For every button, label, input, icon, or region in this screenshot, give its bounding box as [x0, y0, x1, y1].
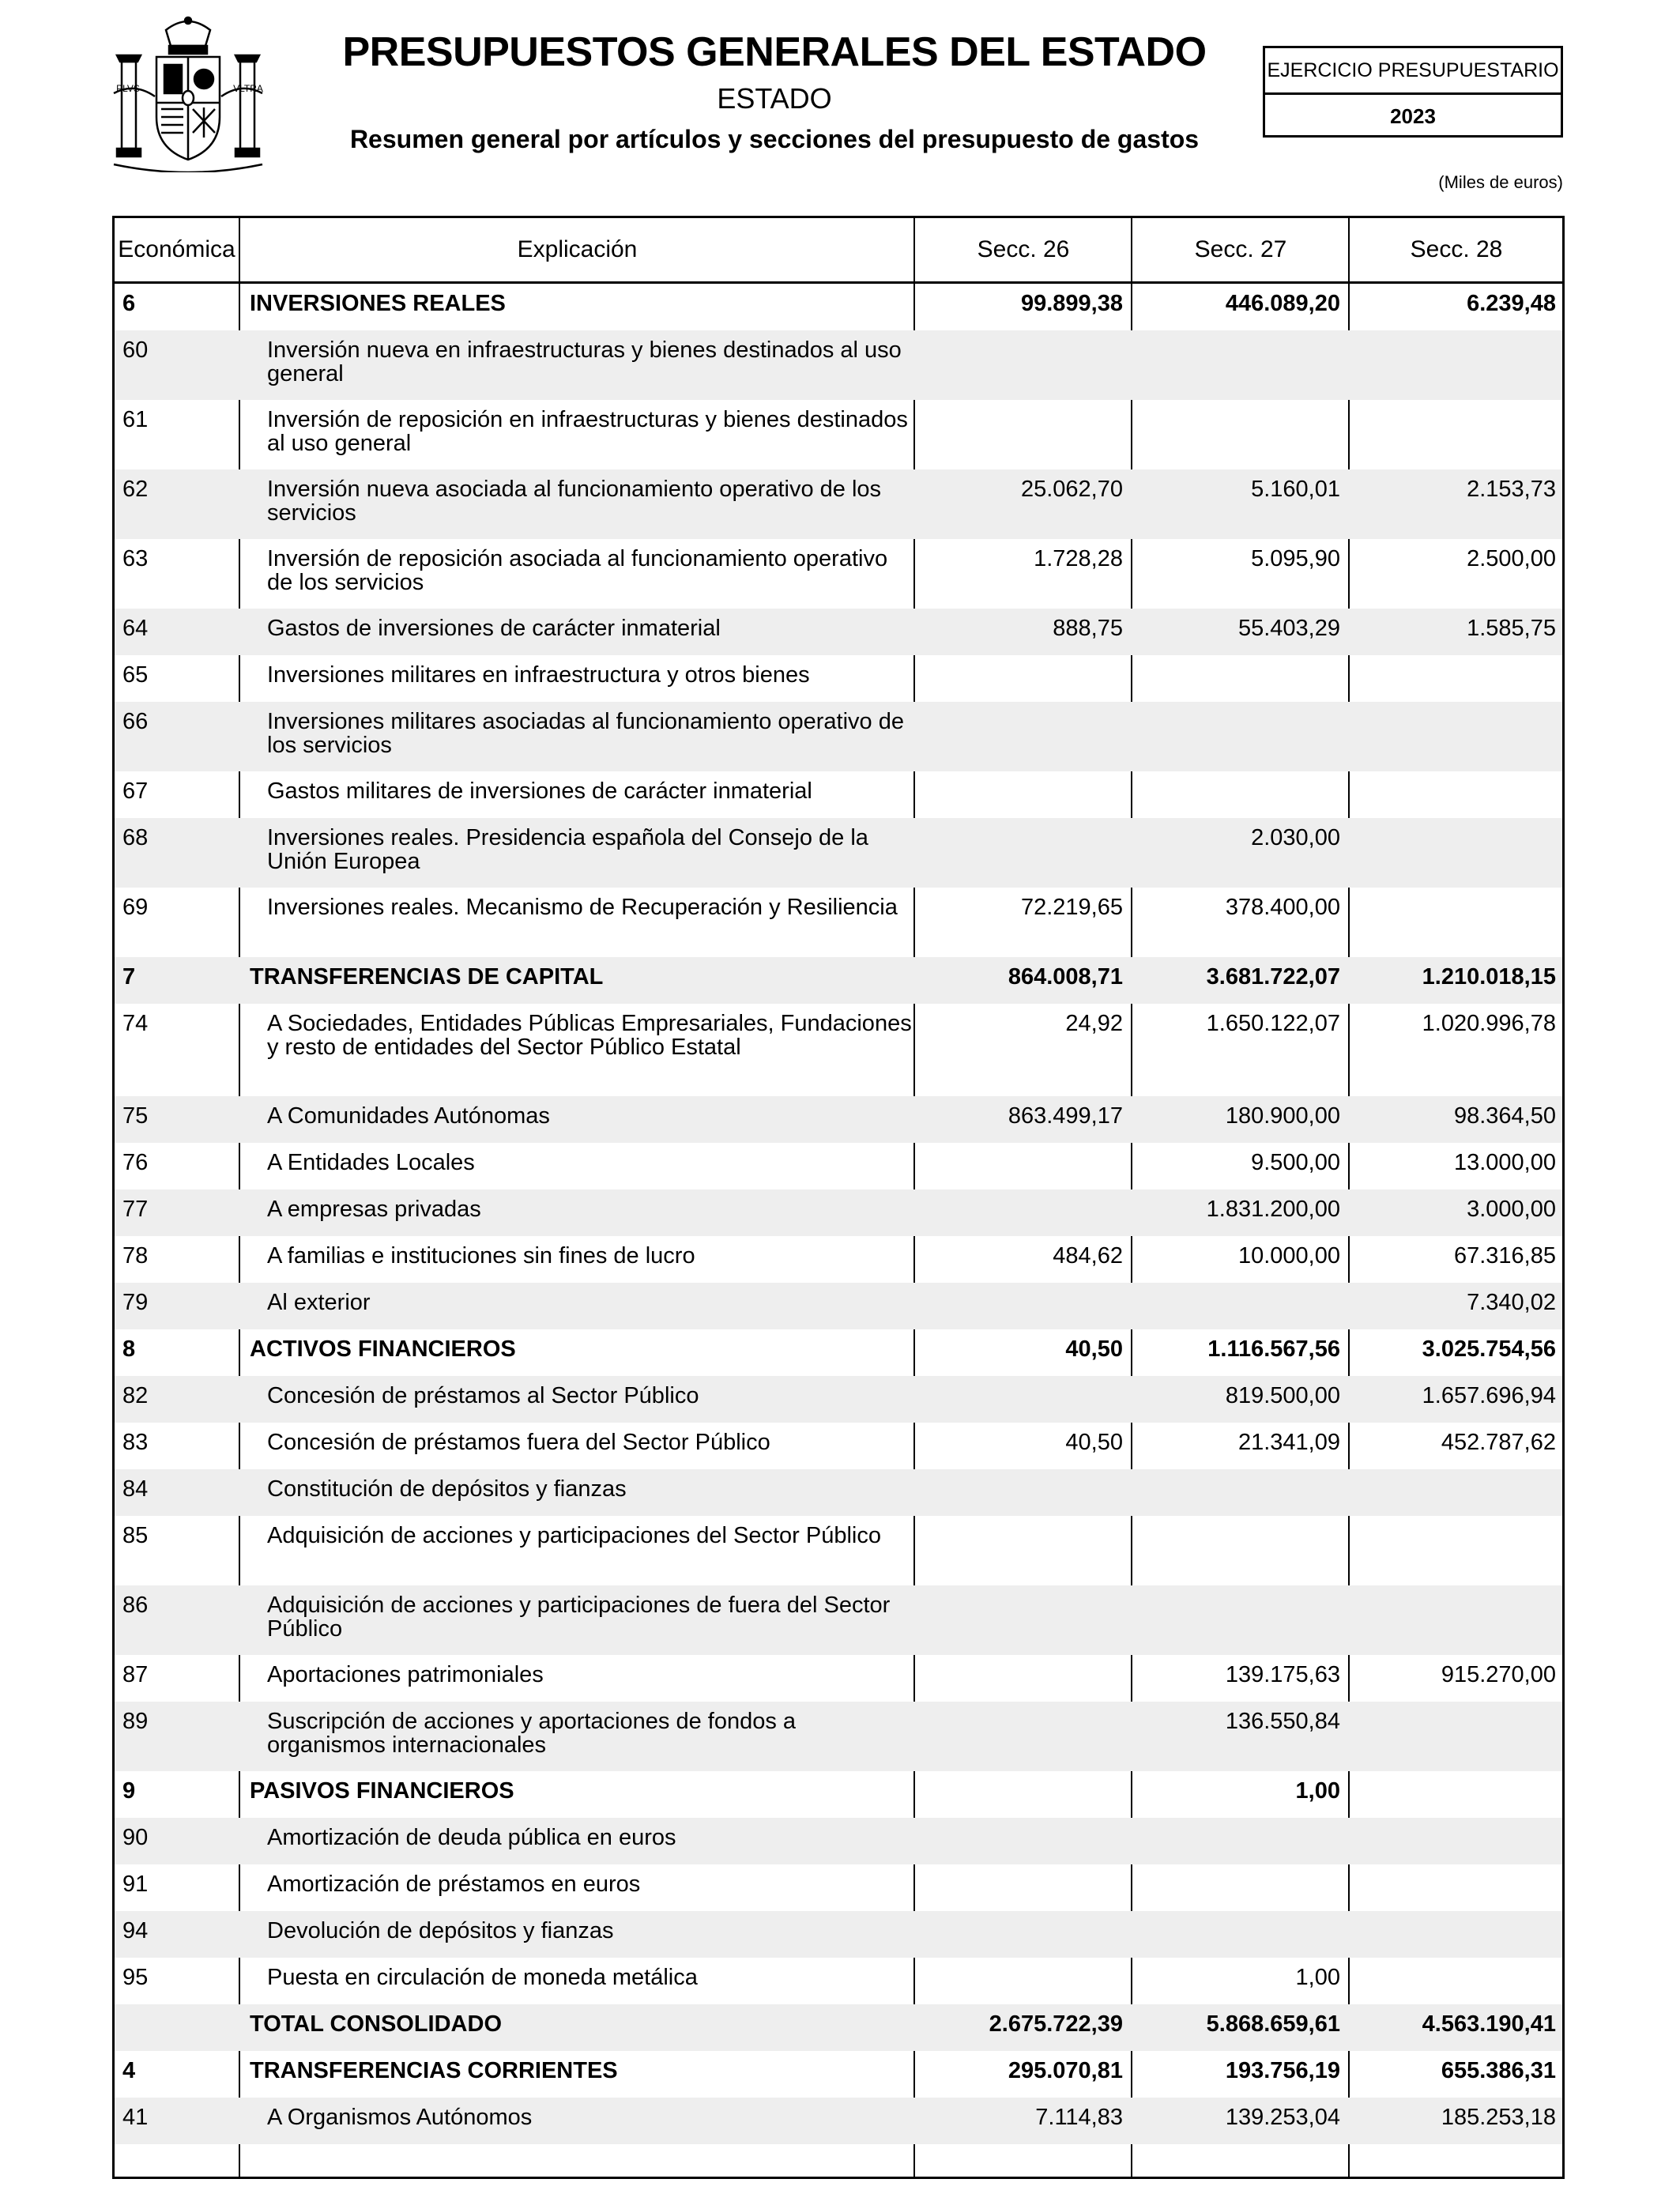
- row-secc-27: 139.253,04: [1225, 2105, 1340, 2130]
- row-description: Inversión de reposición en infraestructuras y bienes destinados al uso general: [267, 407, 908, 456]
- row-description: Gastos militares de inversiones de carácter inmaterial: [267, 778, 812, 804]
- row-secc-26: 72.219,65: [1020, 895, 1123, 920]
- row-description: A Sociedades, Entidades Públicas Empresariales, Fundaciones y resto de entidades del Sector Público Estatal: [267, 1011, 912, 1060]
- row-secc-27: 3.681.722,07: [1206, 964, 1340, 990]
- row-secc-27: 2.030,00: [1251, 825, 1340, 850]
- row-description: A Organismos Autónomos: [267, 2105, 533, 2130]
- row-description: Inversiones reales. Mecanismo de Recuperación y Resiliencia: [267, 895, 898, 920]
- row-code: 60: [122, 337, 149, 363]
- row-description: A empresas privadas: [267, 1197, 481, 1222]
- row-code: 95: [122, 1965, 149, 1990]
- row-description: Adquisición de acciones y participaciones de fuera del Sector Público: [267, 1593, 891, 1642]
- table-chapter-row: [115, 957, 1562, 1004]
- row-description: ACTIVOS FINANCIEROS: [250, 1336, 516, 1362]
- row-description: Puesta en circulación de moneda metálica: [267, 1965, 698, 1990]
- row-secc-27: 819.500,00: [1225, 1383, 1340, 1408]
- row-code: 82: [122, 1383, 149, 1408]
- row-secc-27: 136.550,84: [1225, 1709, 1340, 1734]
- row-description: Suscripción de acciones y aportaciones de fondos a organismos internacionales: [267, 1709, 797, 1758]
- row-secc-27: 9.500,00: [1251, 1150, 1340, 1175]
- units-note: (Miles de euros): [1438, 172, 1563, 192]
- row-secc-27: 21.341,09: [1237, 1430, 1340, 1455]
- row-secc-27: 446.089,20: [1225, 291, 1340, 316]
- row-secc-27: 193.756,19: [1225, 2058, 1340, 2083]
- row-description: A Comunidades Autónomas: [267, 1103, 550, 1129]
- header-explicacion: Explicación: [517, 236, 638, 262]
- row-code: 63: [122, 546, 149, 571]
- row-secc-26: 1.728,28: [1034, 546, 1123, 571]
- row-code: 84: [122, 1476, 149, 1502]
- table-row: [115, 609, 1562, 655]
- table-row: [115, 1702, 1562, 1771]
- table-row: [115, 539, 1562, 609]
- row-secc-26: 7.114,83: [1035, 2105, 1123, 2130]
- row-secc-26: 40,50: [1065, 1336, 1123, 1362]
- row-code: 67: [122, 778, 149, 804]
- row-code: 61: [122, 407, 149, 432]
- row-secc-26: 24,92: [1065, 1011, 1123, 1036]
- table-row: [115, 888, 1562, 957]
- table-row: [115, 400, 1562, 469]
- row-secc-26: 888,75: [1053, 616, 1123, 641]
- table-row: [115, 771, 1562, 818]
- row-description: Devolución de depósitos y fianzas: [267, 1918, 614, 1943]
- row-description: Amortización de deuda pública en euros: [267, 1825, 676, 1850]
- table-row: [115, 1469, 1562, 1516]
- row-code: 75: [122, 1103, 149, 1129]
- row-description: Inversión nueva asociada al funcionamiento operativo de los servicios: [267, 477, 882, 526]
- row-description: Inversiones reales. Presidencia española del Consejo de la Unión Europea: [267, 825, 868, 874]
- row-secc-28: 1.210.018,15: [1422, 964, 1556, 990]
- table-row: [115, 1376, 1562, 1423]
- row-secc-28: 2.500,00: [1467, 546, 1556, 571]
- row-secc-27: 1.116.567,56: [1207, 1336, 1340, 1362]
- row-description: TRANSFERENCIAS CORRIENTES: [250, 2058, 618, 2083]
- row-description: Inversión nueva en infraestructuras y bienes destinados al uso general: [267, 337, 902, 386]
- table-chapter-row: [115, 284, 1562, 330]
- row-secc-27: 139.175,63: [1225, 1662, 1340, 1687]
- row-secc-27: 5.095,90: [1251, 546, 1340, 571]
- row-description: A Entidades Locales: [267, 1150, 475, 1175]
- table-row: [115, 1864, 1562, 1911]
- svg-text:PLVS: PLVS: [116, 83, 140, 94]
- row-code: 78: [122, 1243, 149, 1269]
- row-description: Al exterior: [267, 1290, 371, 1315]
- row-secc-27: 1.650.122,07: [1206, 1011, 1340, 1036]
- row-code: 85: [122, 1523, 149, 1548]
- row-secc-27: 1.831.200,00: [1206, 1197, 1340, 1222]
- page-title: PRESUPUESTOS GENERALES DEL ESTADO: [342, 29, 1207, 75]
- row-code: 74: [122, 1011, 149, 1036]
- row-secc-28: 67.316,85: [1453, 1243, 1556, 1269]
- table-row: [115, 702, 1562, 771]
- row-secc-27: 5.160,01: [1251, 477, 1340, 502]
- row-description: Inversión de reposición asociada al funcionamiento operativo de los servicios: [267, 546, 888, 595]
- row-secc-27: 1,00: [1295, 1778, 1340, 1804]
- row-code: 62: [122, 477, 149, 502]
- table-row: [115, 1585, 1562, 1655]
- coat-of-arms-icon: [111, 14, 266, 172]
- row-code: 69: [122, 895, 149, 920]
- row-description: Concesión de préstamos al Sector Público: [267, 1383, 699, 1408]
- table-chapter-row: [115, 1329, 1562, 1376]
- header-economica: Económica: [118, 236, 235, 262]
- row-secc-28: 1.020.996,78: [1422, 1011, 1556, 1036]
- row-secc-28: 2.153,73: [1467, 477, 1556, 502]
- row-code: 83: [122, 1430, 149, 1455]
- row-description: Aportaciones patrimoniales: [267, 1662, 544, 1687]
- row-secc-26: 864.008,71: [1008, 964, 1123, 990]
- row-secc-28: 3.025.754,56: [1422, 1336, 1556, 1362]
- table-row: [115, 1236, 1562, 1283]
- row-code: 64: [122, 616, 149, 641]
- table-chapter-row: [115, 1771, 1562, 1818]
- table-row: [115, 655, 1562, 702]
- row-code: 89: [122, 1709, 149, 1734]
- table-row: [115, 1189, 1562, 1236]
- table-chapter-row: [115, 2051, 1562, 2098]
- fiscal-year-label: EJERCICIO PRESUPUESTARIO: [1265, 48, 1561, 95]
- row-secc-28: 915.270,00: [1441, 1662, 1556, 1687]
- table-row: [115, 1818, 1562, 1864]
- row-secc-27: 378.400,00: [1225, 895, 1340, 920]
- row-code: 76: [122, 1150, 149, 1175]
- row-secc-27: 55.403,29: [1237, 616, 1340, 641]
- header-secc-28: Secc. 28: [1410, 236, 1503, 262]
- page-subtitle: ESTADO: [717, 82, 832, 115]
- row-code: 7: [122, 964, 136, 990]
- row-secc-28: 7.340,02: [1467, 1290, 1556, 1315]
- row-code: 65: [122, 662, 149, 688]
- table-row: [115, 469, 1562, 539]
- table-row: [115, 1958, 1562, 2004]
- table-row: [115, 330, 1562, 400]
- row-secc-28: 13.000,00: [1453, 1150, 1556, 1175]
- row-description: Gastos de inversiones de carácter inmaterial: [267, 616, 721, 641]
- row-description: A familias e instituciones sin fines de lucro: [267, 1243, 695, 1269]
- row-secc-26: 295.070,81: [1008, 2058, 1123, 2083]
- row-code: 94: [122, 1918, 149, 1943]
- row-code: 86: [122, 1593, 149, 1618]
- row-secc-27: 10.000,00: [1237, 1243, 1340, 1269]
- table-body: [115, 284, 1562, 2144]
- table-header: [115, 218, 1562, 281]
- row-code: 68: [122, 825, 149, 850]
- row-secc-28: 1.585,75: [1467, 616, 1556, 641]
- table-row: [115, 818, 1562, 888]
- header-secc-27: Secc. 27: [1194, 236, 1287, 262]
- row-description: Inversiones militares en infraestructura y otros bienes: [267, 662, 810, 688]
- fiscal-year-value: 2023: [1390, 104, 1436, 128]
- row-secc-28: 6.239,48: [1467, 291, 1556, 316]
- row-secc-28: 185.253,18: [1441, 2105, 1556, 2130]
- row-secc-26: 863.499,17: [1008, 1103, 1123, 1129]
- table-row: [115, 1423, 1562, 1469]
- table-row: [115, 1911, 1562, 1958]
- row-description: TOTAL CONSOLIDADO: [250, 2011, 502, 2037]
- row-secc-28: 1.657.696,94: [1422, 1383, 1556, 1408]
- row-secc-26: 484,62: [1053, 1243, 1123, 1269]
- row-description: INVERSIONES REALES: [250, 291, 506, 316]
- row-secc-28: 655.386,31: [1441, 2058, 1556, 2083]
- row-secc-28: 4.563.190,41: [1422, 2011, 1556, 2037]
- row-code: 4: [122, 2058, 136, 2083]
- row-secc-28: 3.000,00: [1467, 1197, 1556, 1222]
- row-code: 8: [122, 1336, 136, 1362]
- table-chapter-row: [115, 2004, 1562, 2051]
- row-description: PASIVOS FINANCIEROS: [250, 1778, 514, 1804]
- table-row: [115, 1516, 1562, 1585]
- row-code: 91: [122, 1872, 149, 1897]
- row-secc-27: 5.868.659,61: [1206, 2011, 1340, 2037]
- row-secc-26: 25.062,70: [1020, 477, 1123, 502]
- table-row: [115, 1004, 1562, 1096]
- row-code: 9: [122, 1778, 136, 1804]
- row-description: Concesión de préstamos fuera del Sector Público: [267, 1430, 770, 1455]
- table-row: [115, 1655, 1562, 1702]
- row-secc-26: 99.899,38: [1020, 291, 1123, 316]
- row-code: 66: [122, 709, 149, 734]
- row-code: 6: [122, 291, 136, 316]
- table-row: [115, 1143, 1562, 1189]
- row-code: 41: [122, 2105, 149, 2130]
- row-code: 90: [122, 1825, 149, 1850]
- svg-text:VLTRA: VLTRA: [233, 83, 263, 94]
- row-code: 77: [122, 1197, 149, 1222]
- report-description: Resumen general por artículos y secciones del presupuesto de gastos: [349, 125, 1200, 153]
- row-secc-26: 40,50: [1065, 1430, 1123, 1455]
- row-secc-27: 180.900,00: [1225, 1103, 1340, 1129]
- table-row: [115, 2098, 1562, 2144]
- row-description: Constitución de depósitos y fianzas: [267, 1476, 627, 1502]
- table-row: [115, 1283, 1562, 1329]
- row-code: 87: [122, 1662, 149, 1687]
- row-secc-26: 2.675.722,39: [989, 2011, 1123, 2037]
- row-description: Amortización de préstamos en euros: [267, 1872, 641, 1897]
- row-description: Inversiones militares asociadas al funcionamiento operativo de los servicios: [267, 709, 904, 758]
- row-description: Adquisición de acciones y participaciones del Sector Público: [267, 1523, 881, 1548]
- row-code: 79: [122, 1290, 149, 1315]
- table-row: [115, 1096, 1562, 1143]
- row-secc-28: 98.364,50: [1453, 1103, 1556, 1129]
- row-secc-28: 452.787,62: [1441, 1430, 1556, 1455]
- fiscal-year-box: [1263, 46, 1563, 138]
- row-secc-27: 1,00: [1295, 1965, 1340, 1990]
- header-secc-26: Secc. 26: [977, 236, 1070, 262]
- row-description: TRANSFERENCIAS DE CAPITAL: [250, 964, 604, 990]
